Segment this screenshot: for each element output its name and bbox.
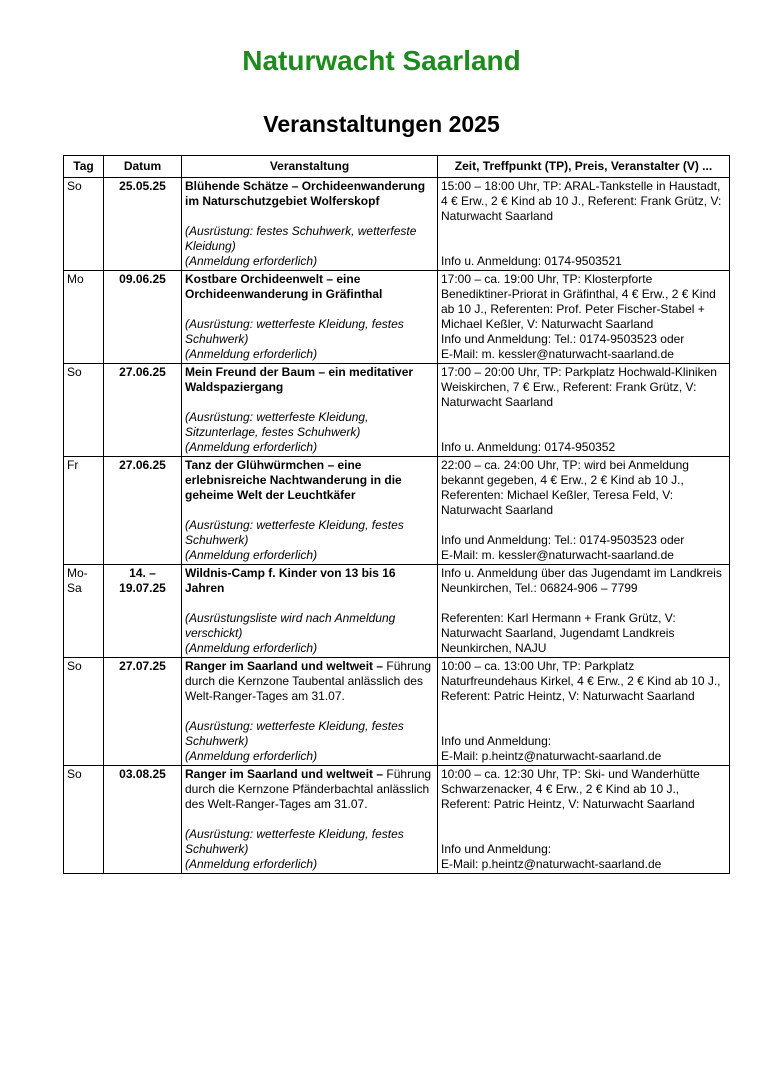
event-date: 27.07.25	[104, 658, 182, 766]
event-details	[438, 457, 730, 565]
event-contact	[441, 254, 726, 269]
event-equipment-note: (Ausrüstung: wetterfeste Kleidung, Sitzunterlage, festes Schuhwerk)	[185, 410, 369, 439]
event-details	[438, 178, 730, 271]
event-registration-note: (Anmeldung erforderlich)	[185, 548, 318, 562]
event-description	[182, 457, 438, 565]
table-row	[64, 271, 730, 364]
event-day: So	[64, 178, 104, 271]
event-registration-note: (Anmeldung erforderlich)	[185, 857, 318, 871]
event-contact-line-2: E-Mail: m. kessler@naturwacht-saarland.de	[441, 347, 674, 361]
event-details	[438, 766, 730, 874]
event-contact-line-2: E-Mail: m. kessler@naturwacht-saarland.de	[441, 548, 674, 562]
event-equipment-note: (Ausrüstung: wetterfeste Kleidung, festes Schuhwerk)	[185, 317, 404, 346]
event-title: Mein Freund der Baum – ein meditativer Waldspaziergang	[185, 365, 414, 394]
event-contact-line-1: Info und Anmeldung:	[441, 842, 552, 856]
event-contact	[441, 734, 726, 764]
event-date: 27.06.25	[104, 364, 182, 457]
event-registration-note: (Anmeldung erforderlich)	[185, 749, 318, 763]
event-equipment-note: (Ausrüstung: festes Schuhwerk, wetterfeste Kleidung)	[185, 224, 417, 253]
event-date: 09.06.25	[104, 271, 182, 364]
event-contact-line-2: E-Mail: p.heintz@naturwacht-saarland.de	[441, 749, 662, 763]
event-info: 10:00 – ca. 12:30 Uhr, TP: Ski- und Wanderhütte Schwarzenacker, 4 € Erw., 2 € Kind ab 10 J., Referent: Patric Heintz, V: Naturwacht Saarland	[441, 767, 700, 811]
event-day: So	[64, 364, 104, 457]
event-contact-line-2: E-Mail: p.heintz@naturwacht-saarland.de	[441, 857, 662, 871]
event-contact-line-1: Info u. Anmeldung: 0174-9503521	[441, 254, 622, 268]
event-title: Ranger im Saarland und weltweit – Führung durch die Kernzone Taubental anlässlich des Welt-Ranger-Tages am 31.07.	[185, 659, 432, 703]
page-title: Veranstaltungen 2025	[263, 111, 500, 137]
event-title: Ranger im Saarland und weltweit – Führung durch die Kernzone Pfänderbachtal anlässlich des Welt-Ranger-Tages am 31.07.	[185, 767, 432, 811]
event-title: Tanz der Glühwürmchen – eine erlebnisreiche Nachtwanderung in die geheime Welt der Leuchtkäfer	[185, 458, 402, 502]
table-row	[64, 766, 730, 874]
event-contact	[441, 842, 726, 872]
event-date: 03.08.25	[104, 766, 182, 874]
event-date: 27.06.25	[104, 457, 182, 565]
event-contact-line-1: Info und Anmeldung: Tel.: 0174-9503523 oder	[441, 533, 685, 547]
event-contact-line-1: Referenten: Karl Hermann + Frank Grütz, V: Naturwacht Saarland, Jugendamt Landkreis Neunkirchen, NAJU	[441, 611, 676, 655]
column-header-date: Datum	[104, 156, 182, 178]
event-contact	[441, 533, 726, 563]
event-contact	[441, 611, 726, 656]
event-title-rest: Führung durch die Kernzone Pfänderbachtal anlässlich des Welt-Ranger-Tages am 31.07.	[185, 767, 432, 811]
event-details	[438, 658, 730, 766]
table-row	[64, 658, 730, 766]
event-contact-line-1: Info u. Anmeldung: 0174-950352	[441, 440, 616, 454]
event-description	[182, 658, 438, 766]
event-day: So	[64, 766, 104, 874]
event-details	[438, 565, 730, 658]
event-description	[182, 364, 438, 457]
event-date: 14. – 19.07.25	[104, 565, 182, 658]
event-contact	[441, 332, 726, 362]
table-row	[64, 178, 730, 271]
event-day: Mo	[64, 271, 104, 364]
event-description	[182, 271, 438, 364]
event-title-rest: Führung durch die Kernzone Taubental anlässlich des Welt-Ranger-Tages am 31.07.	[185, 659, 432, 703]
event-equipment-note: (Ausrüstung: wetterfeste Kleidung, festes Schuhwerk)	[185, 827, 404, 856]
table-header-row	[64, 156, 730, 178]
event-registration-note: (Anmeldung erforderlich)	[185, 641, 318, 655]
event-info: Info u. Anmeldung über das Jugendamt im Landkreis Neunkirchen, Tel.: 06824-906 – 7799	[441, 566, 722, 595]
event-info: 17:00 – ca. 19:00 Uhr, TP: Klosterpforte Benediktiner-Priorat in Gräfinthal, 4 € Erw., 2 € Kind ab 10 J., Referenten: Prof. Peter Fischer-Stabel + Michael Keßler, V: Naturwacht Saarland	[441, 272, 716, 331]
column-header-day: Tag	[64, 156, 104, 178]
event-description	[182, 565, 438, 658]
event-day: Mo-Sa	[64, 565, 104, 658]
event-info: 22:00 – ca. 24:00 Uhr, TP: wird bei Anmeldung bekannt gegeben, 4 € Erw., 2 € Kind ab 10 J., Referenten: Michael Keßler, Teresa Feld, V: Naturwacht Saarland	[441, 458, 689, 517]
event-details	[438, 364, 730, 457]
column-header-event: Veranstaltung	[182, 156, 438, 178]
event-details	[438, 271, 730, 364]
table-row	[64, 364, 730, 457]
event-info: 10:00 – ca. 13:00 Uhr, TP: Parkplatz Naturfreundehaus Kirkel, 4 € Erw., 2 € Kind ab 10 J., Referent: Patric Heintz, V: Naturwacht Saarland	[441, 659, 721, 703]
event-equipment-note: (Ausrüstung: wetterfeste Kleidung, festes Schuhwerk)	[185, 518, 404, 547]
events-table-body	[64, 178, 730, 874]
event-title: Blühende Schätze – Orchideenwanderung im Naturschutzgebiet Wolferskopf	[185, 179, 426, 208]
event-info: 15:00 – 18:00 Uhr, TP: ARAL-Tankstelle in Haustadt, 4 € Erw., 2 € Kind ab 10 J., Referent: Frank Grütz, V: Naturwacht Saarland	[441, 179, 722, 223]
table-row	[64, 565, 730, 658]
event-registration-note: (Anmeldung erforderlich)	[185, 440, 318, 454]
event-day: So	[64, 658, 104, 766]
event-title: Kostbare Orchideenwelt – eine Orchideenwanderung in Gräfinthal	[185, 272, 383, 301]
event-registration-note: (Anmeldung erforderlich)	[185, 254, 318, 268]
event-contact	[441, 440, 726, 455]
event-equipment-note: (Ausrüstung: wetterfeste Kleidung, festes Schuhwerk)	[185, 719, 404, 748]
event-title: Wildnis-Camp f. Kinder von 13 bis 16 Jahren	[185, 566, 396, 595]
event-info: 17:00 – 20:00 Uhr, TP: Parkplatz Hochwald-Kliniken Weiskirchen, 7 € Erw., Referent: Frank Grütz, V: Naturwacht Saarland	[441, 365, 717, 409]
event-registration-note: (Anmeldung erforderlich)	[185, 347, 318, 361]
event-date: 25.05.25	[104, 178, 182, 271]
event-contact-line-1: Info und Anmeldung:	[441, 734, 552, 748]
event-day: Fr	[64, 457, 104, 565]
event-equipment-note: (Ausrüstungsliste wird nach Anmeldung verschickt)	[185, 611, 396, 640]
event-description	[182, 178, 438, 271]
event-contact-line-1: Info und Anmeldung: Tel.: 0174-9503523 oder	[441, 332, 685, 346]
table-row	[64, 457, 730, 565]
event-description	[182, 766, 438, 874]
column-header-details: Zeit, Treffpunkt (TP), Preis, Veranstalter (V) ...	[438, 156, 730, 178]
organization-title: Naturwacht Saarland	[242, 45, 521, 76]
events-table	[63, 155, 730, 874]
